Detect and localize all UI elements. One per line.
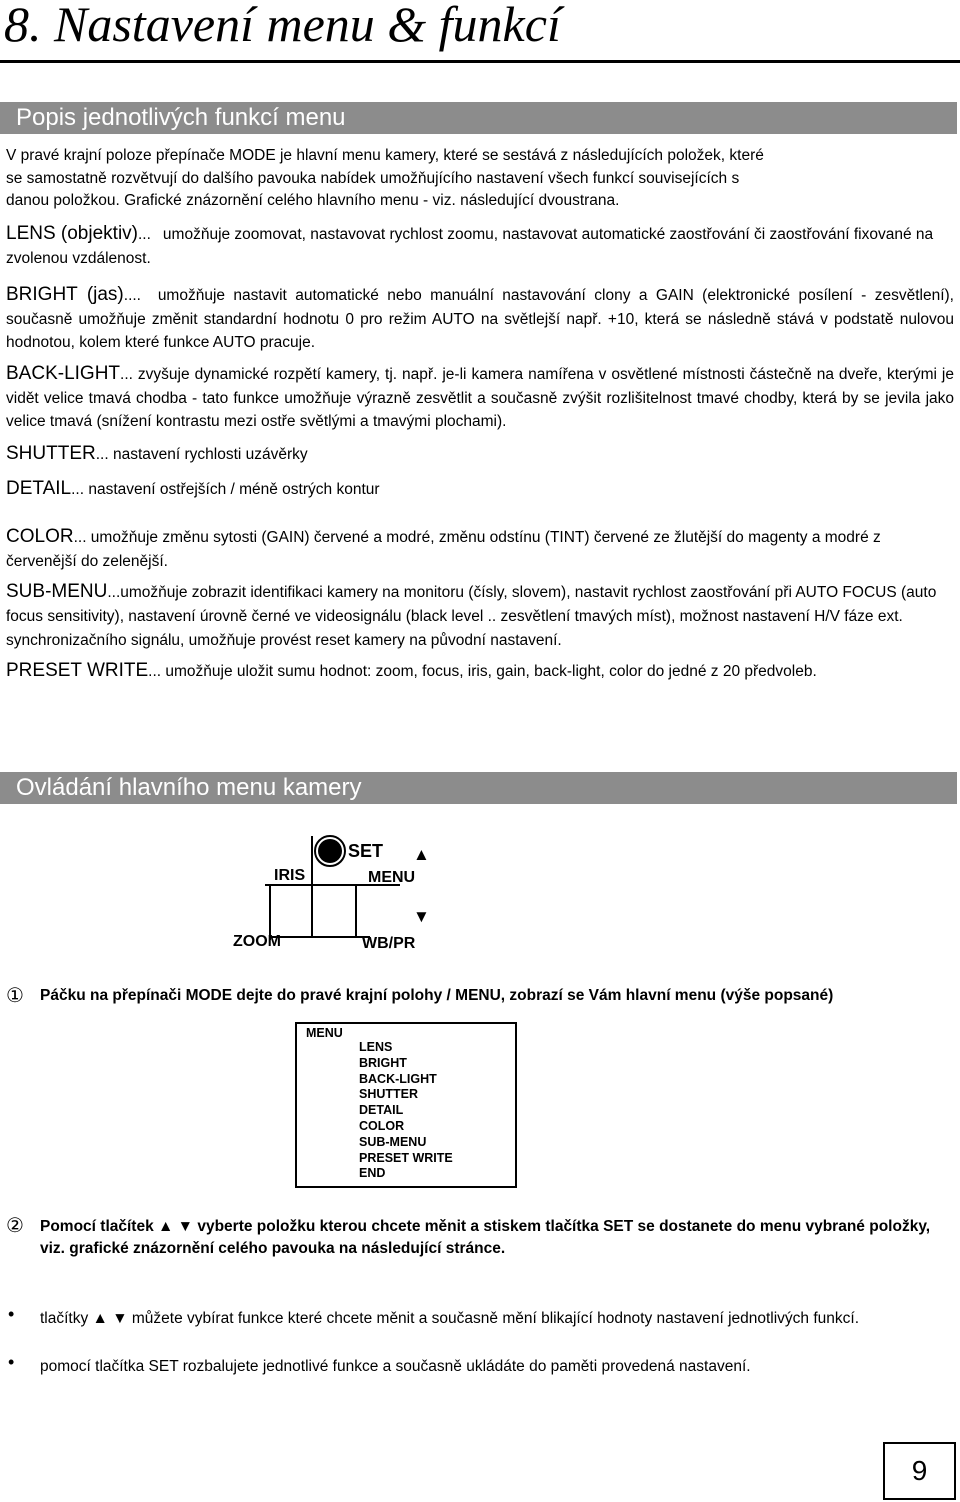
step-2-marker: ② (6, 1215, 24, 1237)
preset-description (6, 660, 954, 683)
section-heading-menu-functions: Popis jednotlivých funkcí menu (0, 102, 957, 134)
bullet-1-arrows-icon: ▲ ▼ (92, 1310, 128, 1327)
osd-item-detail: DETAIL (359, 1103, 404, 1118)
bullet-1-text-a: tlačítky (40, 1310, 89, 1327)
osd-menu-header: MENU (306, 1026, 343, 1040)
bullet-2-text: pomocí tlačítka SET rozbalujete jednotlivé funkce a současně ukládáte do paměti provedená nastavení. (40, 1358, 751, 1375)
shutter-term: SHUTTER (6, 443, 96, 464)
osd-item-lens: LENS (359, 1040, 393, 1054)
lens-dots: ... (138, 226, 151, 243)
bright-term: BRIGHT (jas) (6, 284, 124, 305)
step-2-text (40, 1216, 955, 1260)
bullet-1-text (40, 1307, 940, 1330)
step-2-text-b: vyberte položku kterou chcete měnit a stiskem tlačítka SET se dostanete do menu vybrané položky, viz. grafické znázornění celého pavouka na následující stránce. (40, 1218, 931, 1257)
lens-description (6, 222, 954, 270)
osd-item-color: COLOR (359, 1118, 405, 1133)
preset-text: ... umožňuje uložit sumu hodnot: zoom, focus, iris, gain, back-light, color do jedné z 20 předvoleb. (148, 663, 817, 680)
osd-item-back-light: BACK-LIGHT (359, 1071, 437, 1086)
iris-label: IRIS (274, 867, 306, 884)
wbpr-label: WB/PR (362, 935, 416, 952)
submenu-description (6, 580, 954, 653)
set-button-icon (318, 839, 342, 863)
set-label: SET (348, 841, 384, 861)
osd-item-end: END (359, 1166, 386, 1181)
bright-dots: .... (123, 287, 141, 304)
osd-item-sub-menu: SUB-MENU (359, 1134, 427, 1149)
bullet-2-marker: • (8, 1352, 15, 1372)
page-number: 9 (883, 1442, 956, 1500)
detail-text: ... nastavení ostřejších / méně ostrých kontur (71, 481, 380, 498)
preset-term: PRESET WRITE (6, 660, 149, 681)
bright-description (6, 283, 954, 355)
step-2-arrows-icon: ▲ ▼ (158, 1218, 194, 1235)
osd-menu-list (359, 1040, 453, 1182)
zoom-label: ZOOM (233, 933, 281, 950)
intro-line-3: danou položkou. Grafické znázornění celého hlavního menu - viz. následující dvoustrana. (6, 192, 620, 209)
submenu-text: ...umožňuje zobrazit identifikaci kamery na monitoru (čísly, slovem), nastavit rychlost zaostřování při AUTO FOCUS (auto focus sensitivity), nastavení úrovně černé ve videosignálu (black level .. zesvětlení tmavých míst), možnost nastavení H/V fáze ext. synchronizačního signálu, umožňuje provést reset kamery na původní nastavení. (6, 584, 937, 649)
step-2-text-a: Pomocí tlačítek (40, 1218, 154, 1235)
lens-term: LENS (objektiv) (6, 223, 138, 244)
color-term: COLOR (6, 526, 74, 547)
shutter-text: ... nastavení rychlosti uzávěrky (95, 446, 308, 463)
step-1-marker: ① (6, 985, 24, 1007)
title-rule (0, 60, 960, 63)
bullet-1-text-b: můžete vybírat funkce které chcete měnit a současně mění blikající hodnoty nastavení jednotlivých funkcí. (131, 1310, 860, 1327)
backlight-term: BACK-LIGHT (6, 363, 121, 384)
shutter-description (6, 443, 954, 466)
color-description (6, 525, 954, 573)
page-title: 8. Nastavení menu & funkcí (4, 0, 561, 52)
osd-menu-box (295, 1022, 517, 1188)
up-arrow-icon: ▲ (413, 845, 430, 864)
intro-line-1: V pravé krajní poloze přepínače MODE je hlavní menu kamery, které se sestává z následujících položek, které (6, 147, 764, 164)
menu-label: MENU (368, 869, 416, 886)
bright-text: umožňuje nastavit automatické nebo manuální nastavování clony a GAIN (elektronické posílení - zesvětlení), současně umožňuje změnit standardní hodnotu 0 pro režim AUTO na světlejší např. +10, která se následně stává v podstatě nulovou hodnotou, kolem které funkce AUTO pracuje. (6, 287, 954, 351)
camera-controls-diagram (220, 828, 450, 958)
backlight-description (6, 362, 954, 434)
submenu-term: SUB-MENU (6, 581, 108, 602)
down-arrow-icon: ▼ (413, 907, 430, 926)
osd-item-preset-write: PRESET WRITE (359, 1150, 453, 1165)
section-heading-menu-control: Ovládání hlavního menu kamery (0, 772, 957, 804)
detail-description (6, 478, 954, 501)
osd-item-bright: BRIGHT (359, 1055, 407, 1070)
detail-term: DETAIL (6, 478, 72, 499)
intro-paragraph (6, 145, 954, 213)
bullet-1-marker: • (8, 1304, 15, 1324)
backlight-text: ... zvyšuje dynamické rozpětí kamery, tj. např. je-li kamera namířena v osvětlené místnosti částečně na dveře, kterými je vidět velice tmavá chodba - tato funkce umožňuje výrazně zesvětlit a současně zvýšit rozlišitelnost tmavé chodby, která by se jevila jako velice tmavá (snížení kontrastu mezi ostře světlými a tmavými plochami). (6, 366, 954, 430)
lens-text: umožňuje zoomovat, nastavovat rychlost zoomu, nastavovat automatické zaostřování či zaostřování fixované na zvolenou vzdálenost. (6, 226, 934, 267)
color-text: ... umožňuje změnu sytosti (GAIN) červené a modré, změnu odstínu (TINT) červené ze žlutější do magenty a modré z červenější do zelenější. (6, 529, 881, 570)
osd-item-shutter: SHUTTER (359, 1087, 419, 1102)
step-1-text: Páčku na přepínači MODE dejte do pravé krajní polohy / MENU, zobrazí se Vám hlavní menu (výše popsané) (40, 987, 834, 1004)
intro-line-2: se samostatně rozvětvují do dalšího pavouka nabídek umožňujícího nastavení všech funkcí souvisejících s (6, 169, 740, 187)
